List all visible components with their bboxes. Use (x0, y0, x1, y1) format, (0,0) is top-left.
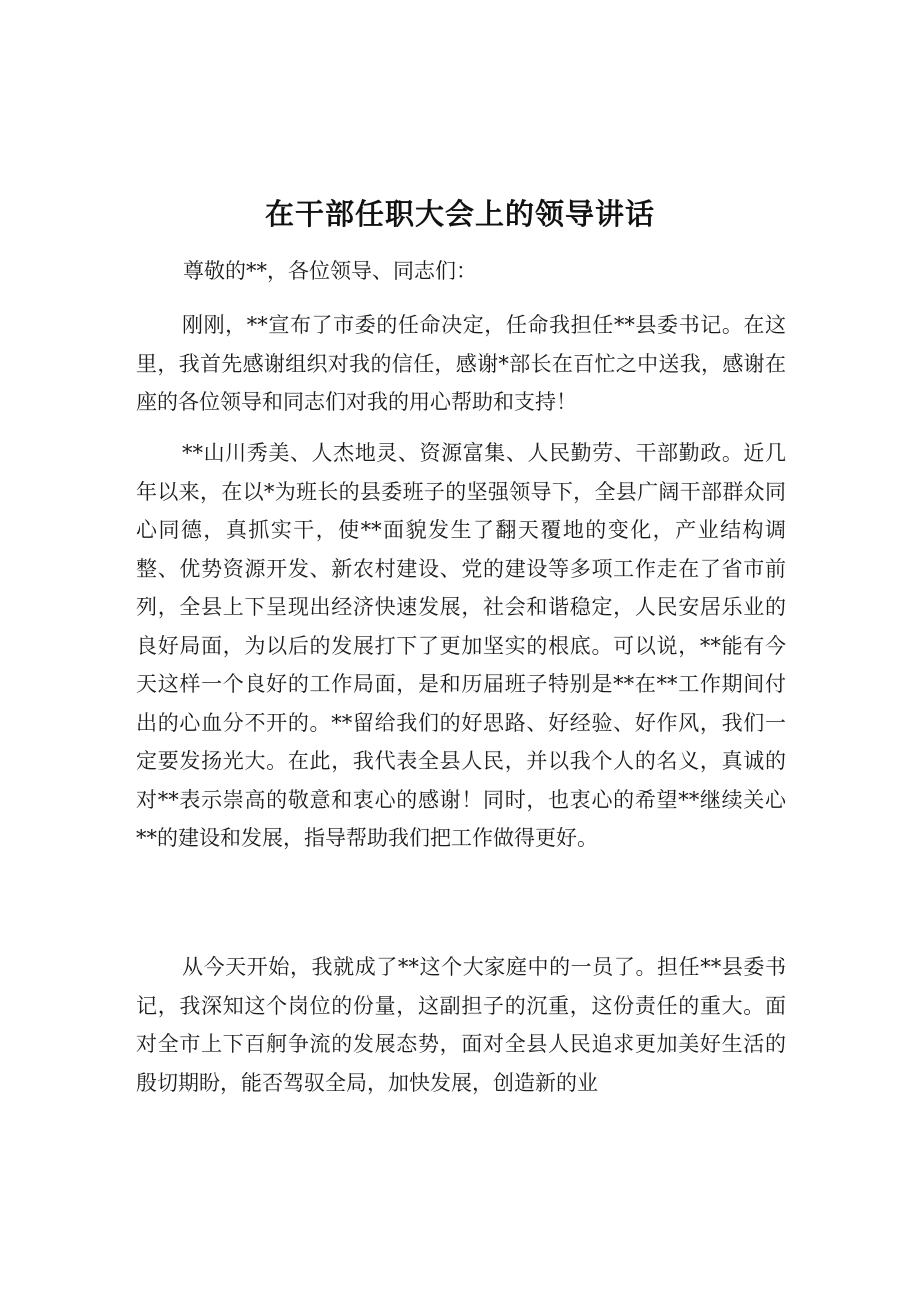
paragraph-3: 从今天开始，我就成了**这个大家庭中的一员了。担任**县委书记，我深知这个岗位的份量，这副担子的沉重，这份责任的重大。面对全市上下百舸争流的发展态势，面对全县人民追求更加美好生活的殷切期盼，能否驾驭全局，加快发展，创造新的业 (136, 955, 786, 1095)
paragraph-2: **山川秀美、人杰地灵、资源富集、人民勤劳、干部勤政。近几年以来，在以*为班长的县委班子的坚强领导下，全县广阔干部群众同心同德，真抓实干，使**面貌发生了翻天覆地的变化，产业结构调整、优势资源开发、新农村建设、党的建设等多项工作走在了省市前列，全县上下呈现出经济快速发展，社会和谐稳定，人民安居乐业的良好局面，为以后的发展打下了更加坚实的根底。可以说，**能有今天这样一个良好的工作局面，是和历届班子特别是**在**工作期间付出的心血分不开的。**留给我们的好思路、好经验、好作风，我们一定要发扬光大。在此，我代表全县人民，并以我个人的名义，真诚的对**表示崇高的敬意和衷心的感谢！同时，也衷心的希望**继续关心**的建设和发展，指导帮助我们把工作做得更好。 (136, 441, 786, 850)
salutation: 尊敬的**，各位领导、同志们： (183, 259, 477, 283)
paragraph-1: 刚刚，**宣布了市委的任命决定，任命我担任**县委书记。在这里，我首先感谢组织对我的信任，感谢*部长在百忙之中送我，感谢在座的各位领导和同志们对我的用心帮助和支持！ (136, 313, 786, 414)
document-title: 在干部任职大会上的领导讲话 (264, 197, 655, 231)
